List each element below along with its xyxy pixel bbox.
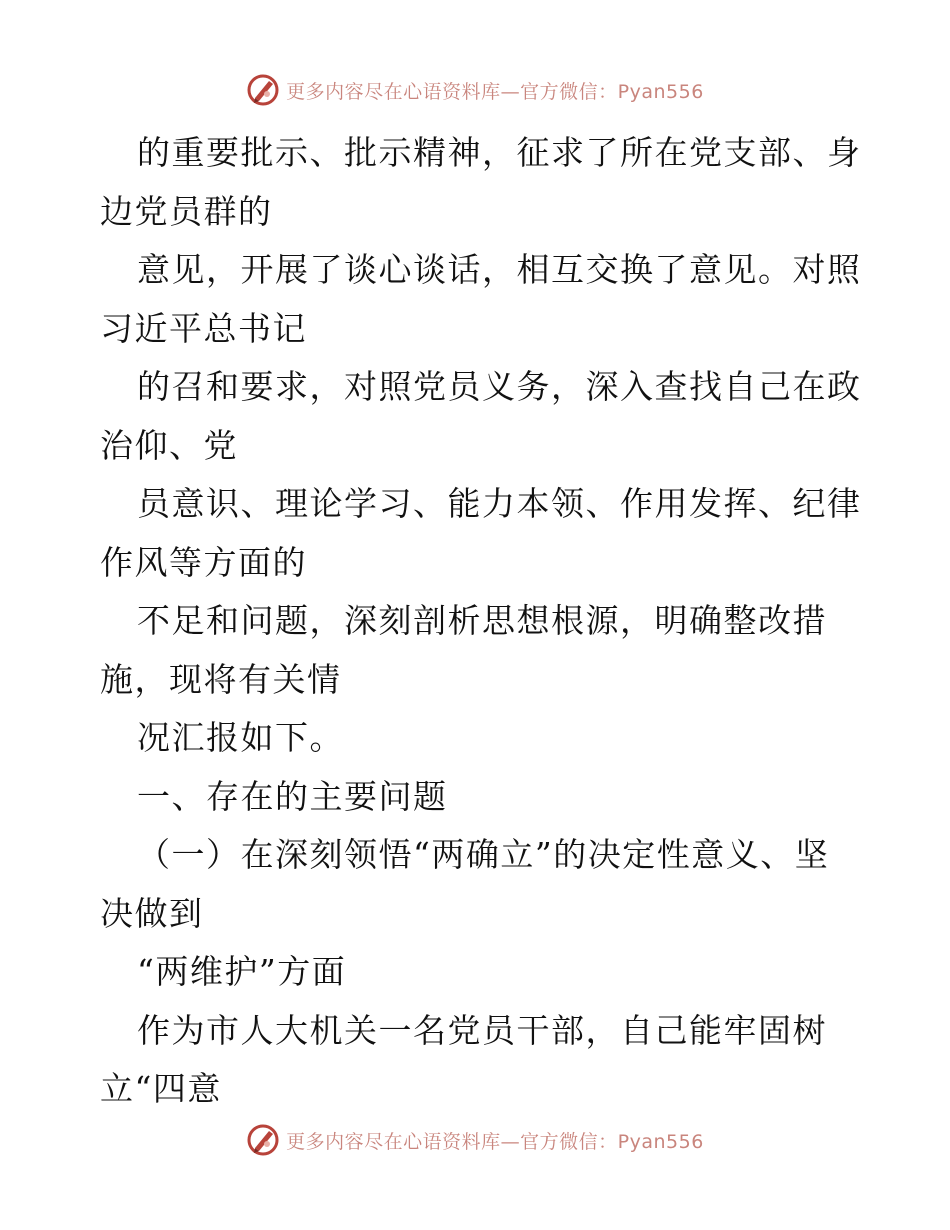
text-line: 员意识、理论学习、能力本领、作用发挥、纪律 (137, 484, 862, 523)
text-line: 不足和问题，深刻剖析思想根源，明确整改措 (137, 601, 827, 640)
text-line: 作为市人大机关一名党员干部，自己能牢固树 (137, 1010, 827, 1050)
text-line: 施，现将有关情 (100, 659, 342, 699)
header-watermark (0, 70, 950, 110)
text-line: 况汇报如下。 (137, 718, 344, 757)
text-line: 决做到 (100, 893, 204, 933)
watermark-text: 更多内容尽在心语资料库—官方微信：Pyan556 (286, 80, 704, 103)
text-line: “两维护”方面 (137, 952, 347, 991)
text-line: 作风等方面的 (100, 542, 307, 582)
pen-circle-icon (246, 73, 280, 107)
text-line: 治仰、党 (100, 425, 238, 465)
text-line: 的召和要求，对照党员义务，深入查找自己在政 (137, 367, 862, 406)
text-line: 习近平总书记 (100, 308, 307, 348)
text-line: 意见，开展了谈心谈话，相互交换了意见。对照 (137, 250, 862, 289)
text-line: 边党员群的 (100, 191, 273, 231)
watermark-text: 更多内容尽在心语资料库—官方微信：Pyan556 (286, 1130, 704, 1153)
text-line: 立“四意 (100, 1069, 222, 1108)
pen-circle-icon (246, 1123, 280, 1157)
watermark-wechat-id: Pyan556 (617, 80, 704, 103)
text-line: 一、存在的主要问题 (137, 776, 448, 816)
footer-watermark (0, 1120, 950, 1160)
document-body (100, 124, 860, 1119)
text-line: 的重要批示、批示精神，征求了所在党支部、身 (137, 133, 862, 172)
text-line: （一）在深刻领悟“两确立”的决定性意义、坚 (137, 835, 830, 874)
watermark-wechat-id: Pyan556 (617, 1130, 704, 1153)
